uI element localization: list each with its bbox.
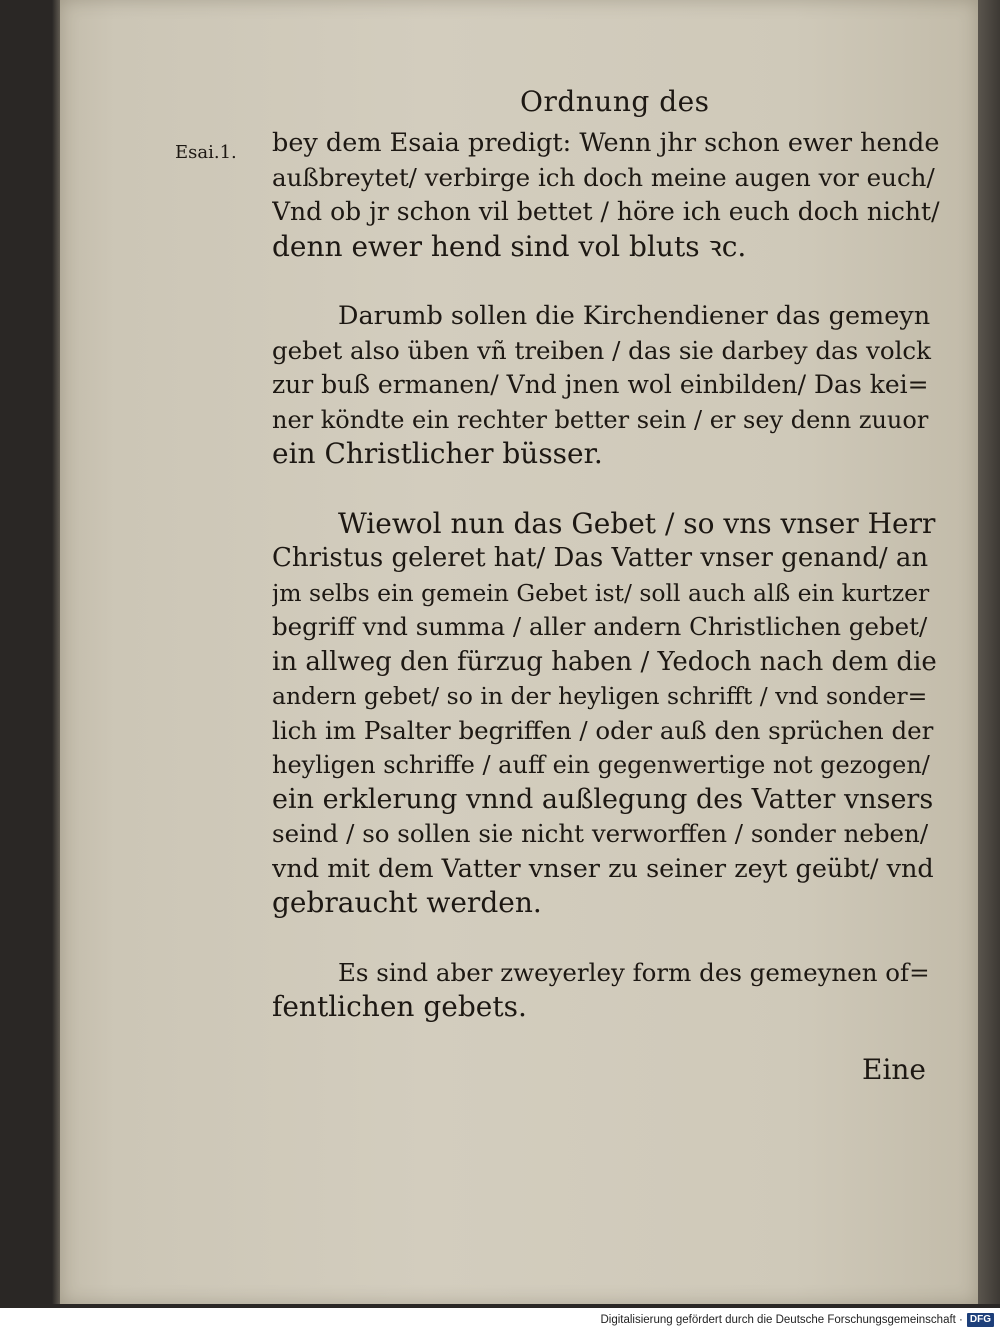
text-line: bey dem Esaia predigt: Wenn jhr schon ewer hende (272, 128, 940, 158)
dfg-logo: DFG (967, 1313, 994, 1327)
text-line: in allweg den fürzug haben / Yedoch nach dem die (272, 646, 937, 677)
paragraph-gap (272, 472, 940, 507)
text-line: andern gebet/ so in der heyligen schrifft / vnd sonder= (272, 682, 928, 710)
margin-note: Esai.1. (175, 142, 237, 163)
text-line: ein erklerung vnnd außlegung des Vatter vnsers (272, 783, 934, 815)
text-line: jm selbs ein gemein Gebet ist/ soll auch alß ein kurtzer (272, 578, 930, 607)
credit-text: Digitalisierung gefördert durch die Deutsche Forschungsgemeinschaft · (600, 1314, 963, 1326)
body-text (272, 126, 940, 1025)
text-line: Vnd ob jr schon vil bettet / höre ich euch doch nicht/ (272, 197, 940, 226)
text-line: begriff vnd summa / aller andern Christlichen gebet/ (272, 612, 928, 641)
text-line: gebet also üben vñ treiben / das sie darbey das volck (272, 335, 931, 365)
page-right-edge (978, 0, 1000, 1304)
funding-credit (600, 1313, 994, 1327)
text-line: denn ewer hend sind vol bluts ꝛc. (272, 229, 747, 263)
text-line: ein Christlicher büsser. (272, 437, 603, 470)
text-line: Darumb sollen die Kirchendiener das gemeyn (338, 301, 931, 331)
text-line: heyligen schriffe / auff ein gegenwertige not gezogen/ (272, 751, 930, 779)
text-line: seind / so sollen sie nicht verworffen / sonder neben/ (272, 819, 929, 848)
text-line: Christus geleret hat/ Das Vatter vnser genand/ an (272, 543, 929, 573)
running-header: Ordnung des (520, 85, 710, 118)
text-line: gebraucht werden. (272, 886, 542, 919)
text-line: zur buß ermanen/ Vnd jnen wol einbilden/ Das kei= (272, 370, 929, 399)
text-line: fentlichen gebets. (272, 990, 527, 1023)
text-line: außbreytet/ verbirge ich doch meine augen vor euch/ (272, 162, 935, 192)
text-line: Es sind aber zweyerley form des gemeynen of= (338, 957, 930, 987)
text-line: vnd mit dem Vatter vnser zu seiner zeyt geübt/ vnd (272, 853, 934, 884)
paragraph-gap (272, 921, 940, 956)
paragraph-gap (272, 264, 940, 299)
catchword: Eine (862, 1053, 926, 1086)
text-line: ner köndte ein rechter better sein / er sey denn zuuor (272, 405, 929, 434)
text-line: Wiewol nun das Gebet / so vns vnser Herr (338, 506, 936, 540)
text-line: lich im Psalter begriffen / oder auß den sprüchen der (272, 715, 934, 745)
